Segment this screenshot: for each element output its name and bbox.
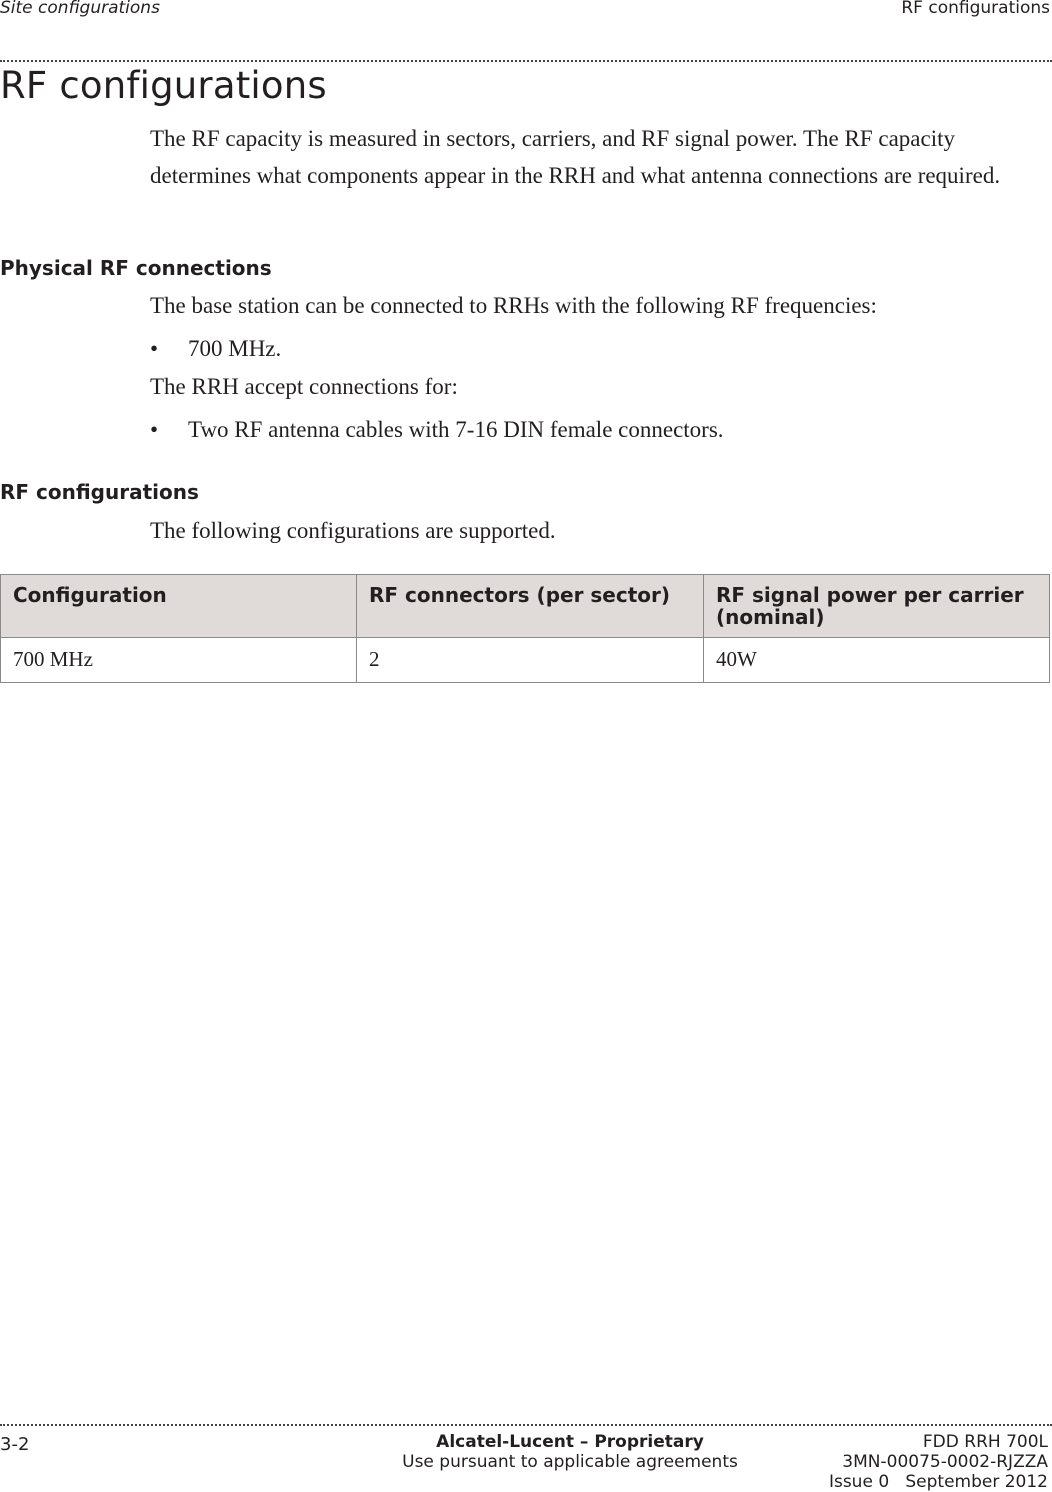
accept-paragraph: The RRH accept connections for: (150, 374, 458, 399)
bullet-icon: • (150, 417, 159, 442)
configurations-table (0, 574, 1050, 683)
physical-lead-paragraph: The base station can be connected to RRHs with the following RF frequencies: (150, 293, 877, 318)
running-header-section: RF configurations (901, 0, 1050, 18)
list-item (150, 330, 281, 367)
footer-document-info (829, 1432, 1048, 1492)
footer-usage-notice: Use pursuant to applicable agreements (402, 1452, 738, 1472)
table-cell-configuration: 700 MHz (1, 638, 357, 683)
footer-doc-number: 3MN-00075-0002-RJZZA (842, 1452, 1048, 1472)
rf-lead-paragraph: The following configurations are supported. (150, 518, 556, 543)
table-cell-rf-connectors: 2 (357, 638, 704, 683)
column-header-configuration: Configuration (1, 575, 357, 638)
footer-rule (0, 1424, 1052, 1426)
footer-issue: Issue 0 (828, 1472, 890, 1492)
header-rule (0, 60, 1052, 62)
intro-paragraph: The RF capacity is measured in sectors, carriers, and RF signal power. The RF capacity determines what components appear in the RRH and what antenna connections are required. (150, 126, 1001, 188)
page-number: 3-2 (0, 1434, 30, 1455)
footer-product: FDD RRH 700L (922, 1432, 1048, 1452)
column-header-signal-power: RF signal power per carrier (nominal) (704, 575, 1050, 638)
running-header-chapter: Site configurations (0, 0, 160, 18)
section-heading-rf: RF configurations (0, 480, 199, 504)
footer-company: Alcatel-Lucent – Proprietary (436, 1432, 704, 1452)
section-heading-physical: Physical RF connections (0, 256, 272, 280)
table-header-row (1, 575, 1050, 638)
table-cell-signal-power: 40W (704, 638, 1050, 683)
table-row (1, 638, 1050, 683)
list-item-text: 700 MHz. (188, 336, 282, 361)
list-item-text: Two RF antenna cables with 7-16 DIN female connectors. (188, 417, 724, 442)
page-title: RF configurations (0, 64, 327, 107)
footer-proprietary-notice (400, 1432, 740, 1472)
list-item (150, 411, 724, 448)
column-header-rf-connectors: RF connectors (per sector) (357, 575, 704, 638)
footer-issue-line (829, 1472, 1048, 1492)
footer-date: September 2012 (905, 1472, 1048, 1492)
bullet-icon: • (150, 336, 159, 361)
